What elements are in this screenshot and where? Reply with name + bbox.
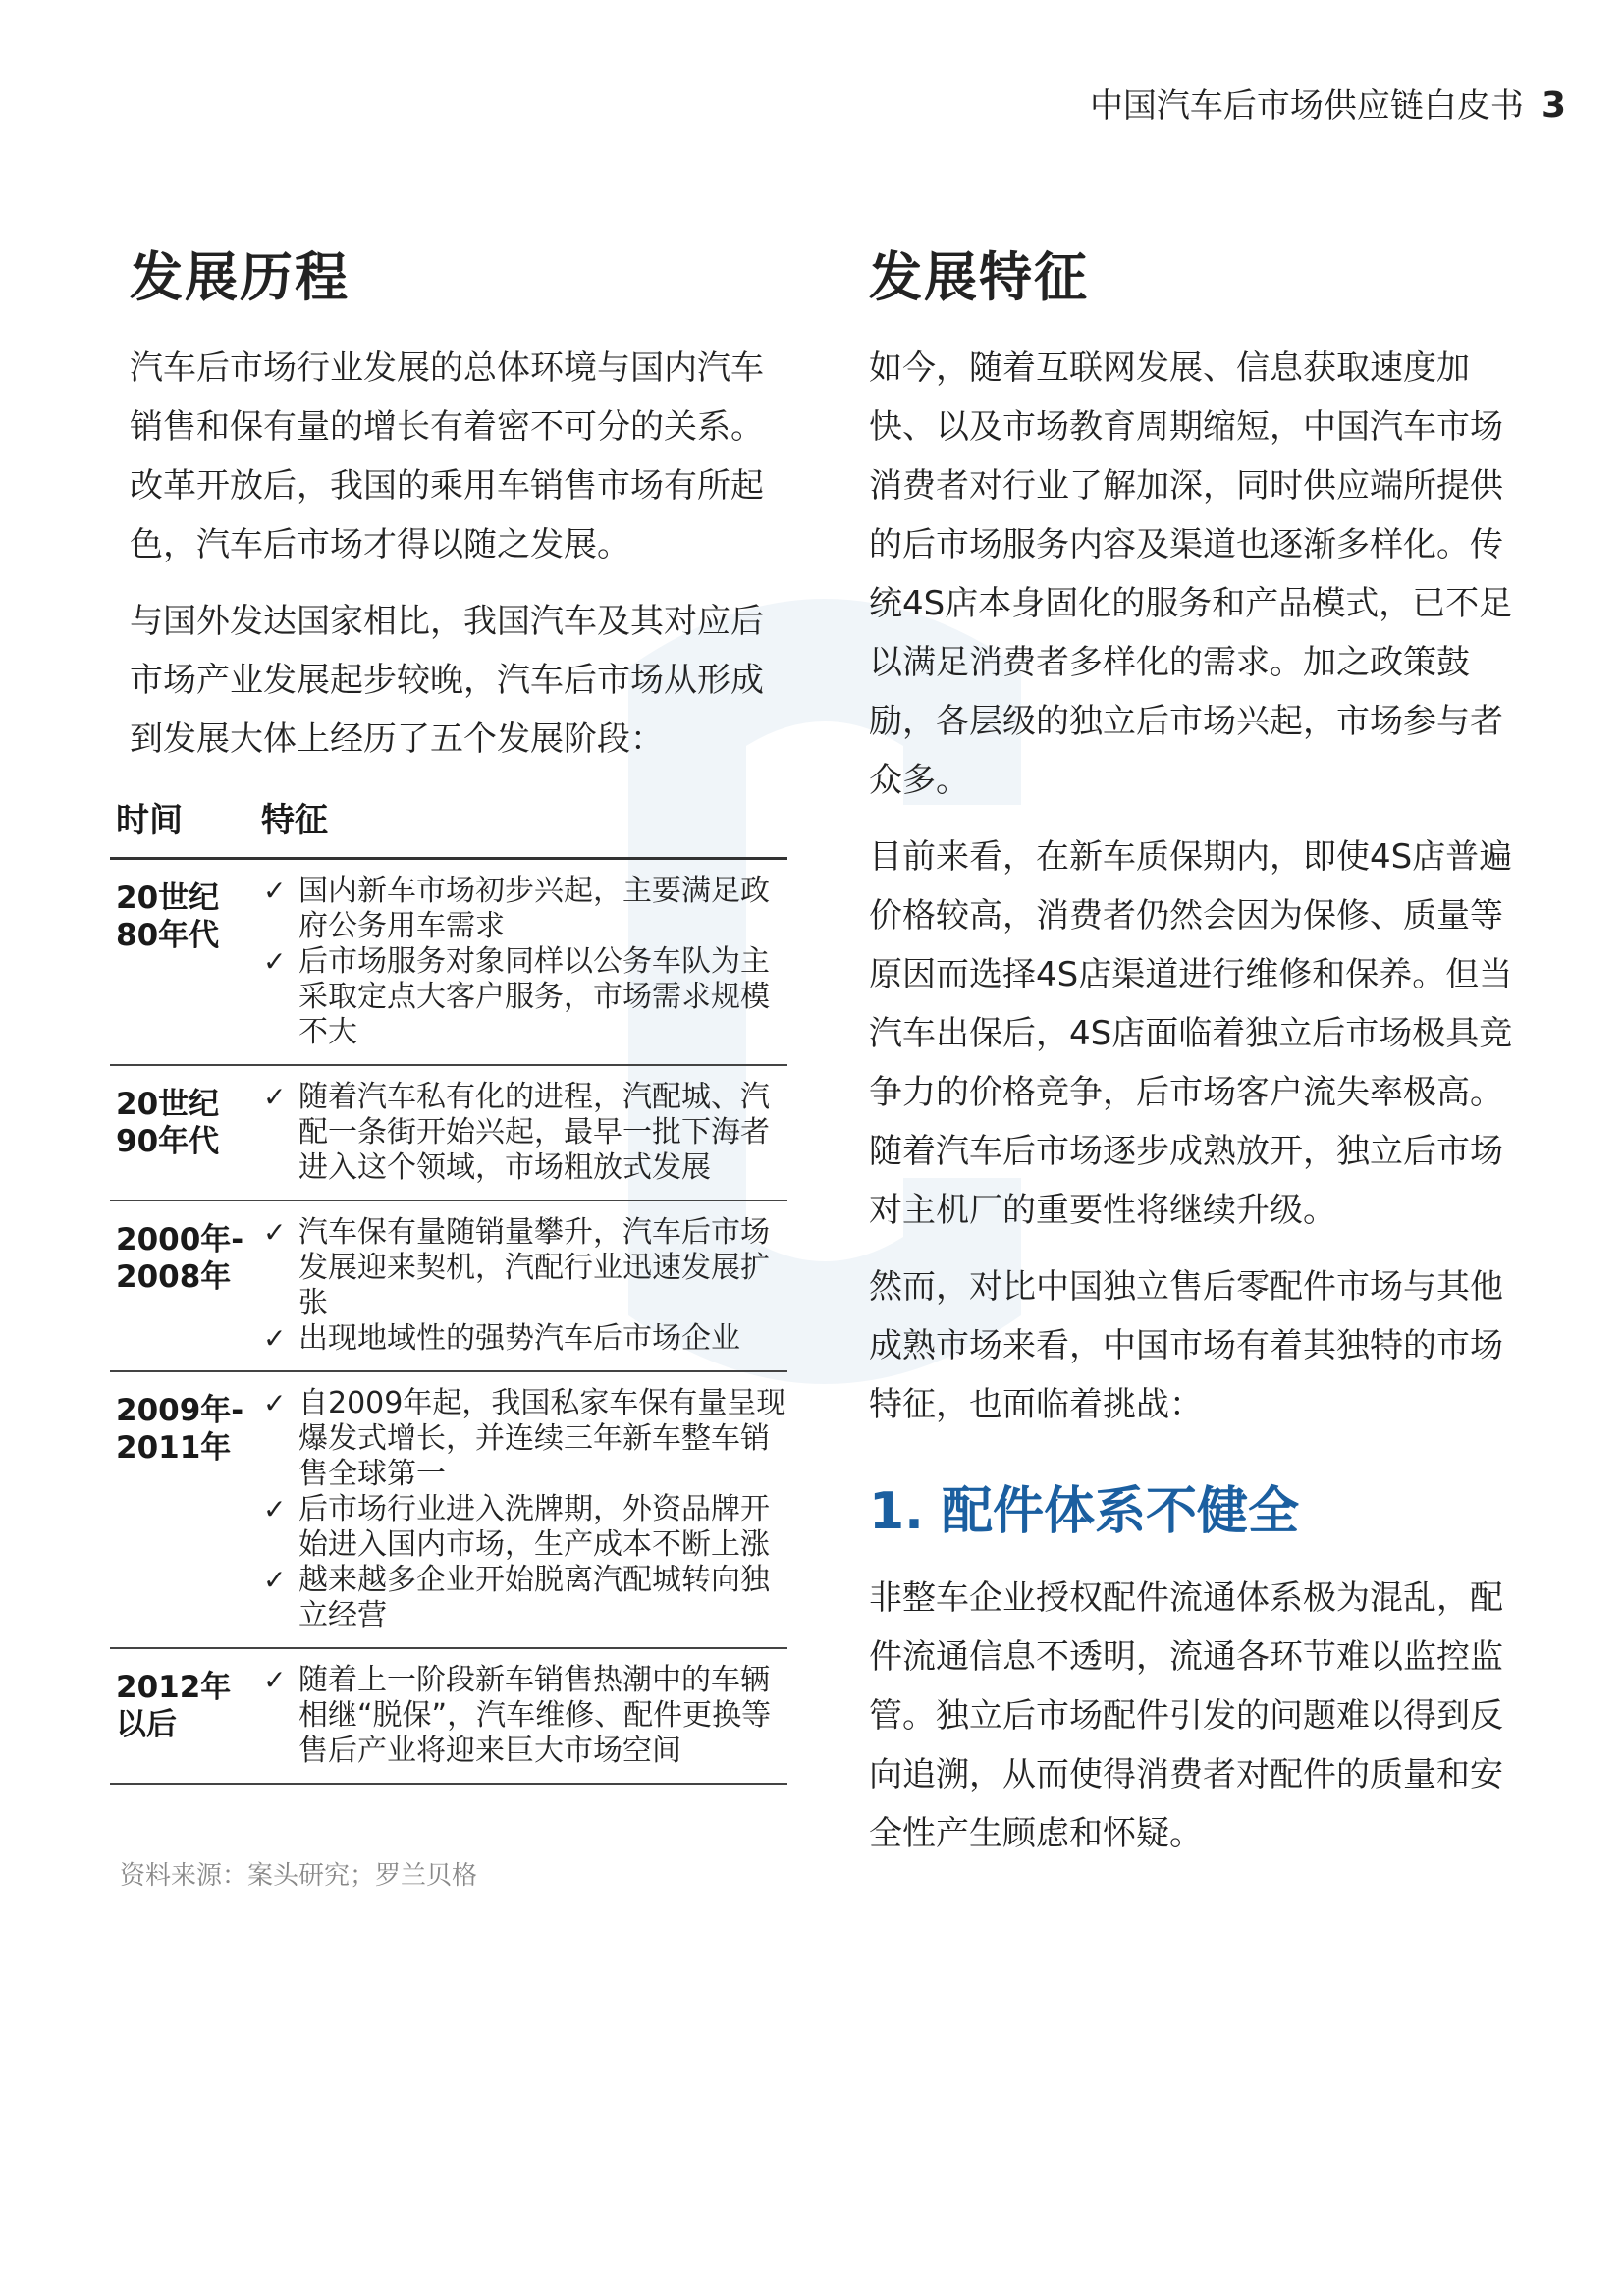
list-item — [261, 1663, 787, 1769]
stage-era: 20世纪 80年代 — [110, 859, 255, 1066]
paragraph: 汽车后市场行业发展的总体环境与国内汽车销售和保有量的增长有着密不可分的关系。改革开放后，我国的乘用车销售市场有所起色，汽车后市场才得以随之发展。 — [130, 348, 764, 564]
feature-text: 后市场服务对象同样以公务车队为主采取定点大客户服务，市场需求规模不大 — [298, 944, 770, 1049]
paragraph: 目前来看，在新车质保期内，即使4S店普遍价格较高，消费者仍然会因为保修、质量等原因而选择4S店渠道进行维修和保养。但当汽车出保后，4S店面临着独立后市场极具竞争力的价格竞争，后市场客户流失率极高。随着汽车后市场逐步成熟放开，独立后市场对主机厂的重要性将继续升级。 — [869, 837, 1513, 1230]
feature-text: 自2009年起，我国私家车保有量呈现爆发式增长，并连续三年新车整车销售全球第一 — [298, 1386, 786, 1491]
column-header-time: 时间 — [110, 775, 255, 859]
list-item — [261, 1492, 787, 1563]
column-header-feature: 特征 — [255, 775, 787, 859]
subheading-parts-system: 1. 配件体系不健全 — [869, 1482, 1300, 1541]
checkmark-icon: ✓ — [263, 1216, 287, 1249]
list-item — [261, 1080, 787, 1186]
feature-text: 随着上一阶段新车销售热潮中的车辆相继“脱保”，汽车维修、配件更换等售后产业将迎来巨大市场空间 — [298, 1663, 772, 1768]
table-row — [110, 1065, 787, 1201]
checkmark-icon: ✓ — [263, 1322, 287, 1355]
checkmark-icon: ✓ — [263, 1664, 287, 1696]
list-item — [261, 1321, 787, 1357]
feature-list — [261, 1663, 787, 1769]
right-column — [869, 236, 1527, 1881]
checkmark-icon: ✓ — [263, 1493, 287, 1525]
feature-text: 国内新车市场初步兴起，主要满足政府公务用车需求 — [298, 874, 770, 943]
feature-text: 后市场行业进入洗牌期，外资品牌开始进入国内市场，生产成本不断上涨 — [298, 1492, 770, 1562]
paragraph: 非整车企业授权配件流通体系极为混乱，配件流通信息不透明，流通各环节难以监控监管。独立后市场配件引发的问题难以得到反向追溯，从而使得消费者对配件的质量和安全性产生顾虑和怀疑。 — [869, 1578, 1503, 1853]
stage-features — [255, 1371, 787, 1648]
feature-text: 汽车保有量随销量攀升，汽车后市场发展迎来契机，汽配行业迅速发展扩张 — [298, 1215, 770, 1320]
list-item — [261, 1563, 787, 1633]
feature-list — [261, 1215, 787, 1357]
stage-features — [255, 1648, 787, 1784]
document-title: 中国汽车后市场供应链白皮书 — [1089, 86, 1524, 126]
stage-era: 2000年- 2008年 — [110, 1201, 255, 1371]
table-row — [110, 1371, 787, 1648]
section-heading-history: 发展历程 — [130, 246, 350, 308]
list-item — [261, 1215, 787, 1321]
table-header-row — [110, 775, 787, 859]
page-header — [1090, 79, 1566, 127]
feature-text: 随着汽车私有化的进程，汽配城、汽配一条街开始兴起，最早一批下海者进入这个领域，市场粗放式发展 — [298, 1080, 770, 1185]
stage-era: 2009年- 2011年 — [110, 1371, 255, 1648]
list-item — [261, 1386, 787, 1492]
section-heading-features: 发展特征 — [869, 246, 1089, 308]
feature-list — [261, 1080, 787, 1186]
feature-list — [261, 874, 787, 1050]
checkmark-icon: ✓ — [263, 1564, 287, 1596]
list-item — [261, 944, 787, 1050]
left-column — [130, 236, 768, 786]
source-note: 资料来源：案头研究；罗兰贝格 — [120, 1861, 478, 1891]
paragraph: 然而，对比中国独立售后零配件市场与其他成熟市场来看，中国市场有着其独特的市场特征，也面临着挑战： — [869, 1267, 1503, 1424]
checkmark-icon: ✓ — [263, 1081, 287, 1113]
table-row — [110, 1648, 787, 1784]
table-row — [110, 1201, 787, 1371]
development-stages-table — [110, 775, 787, 1785]
stage-features — [255, 1201, 787, 1371]
stage-era: 20世纪 90年代 — [110, 1065, 255, 1201]
paragraph: 如今，随着互联网发展、信息获取速度加快、以及市场教育周期缩短，中国汽车市场消费者对行业了解加深，同时供应端所提供的后市场服务内容及渠道也逐渐多样化。传统4S店本身固化的服务和产品模式，已不足以满足消费者多样化的需求。加之政策鼓励，各层级的独立后市场兴起，市场参与者众多。 — [869, 348, 1513, 800]
checkmark-icon: ✓ — [263, 1387, 287, 1419]
feature-text: 出现地域性的强势汽车后市场企业 — [298, 1321, 740, 1356]
checkmark-icon: ✓ — [263, 875, 287, 907]
feature-text: 越来越多企业开始脱离汽配城转向独立经营 — [298, 1563, 770, 1632]
list-item — [261, 874, 787, 944]
checkmark-icon: ✓ — [263, 945, 287, 978]
stage-features — [255, 859, 787, 1066]
stage-features — [255, 1065, 787, 1201]
paragraph: 与国外发达国家相比，我国汽车及其对应后市场产业发展起步较晚，汽车后市场从形成到发展大体上经历了五个发展阶段： — [130, 602, 764, 759]
stage-era: 2012年 以后 — [110, 1648, 255, 1784]
page-number: 3 — [1541, 85, 1566, 126]
table-row — [110, 859, 787, 1066]
feature-list — [261, 1386, 787, 1633]
